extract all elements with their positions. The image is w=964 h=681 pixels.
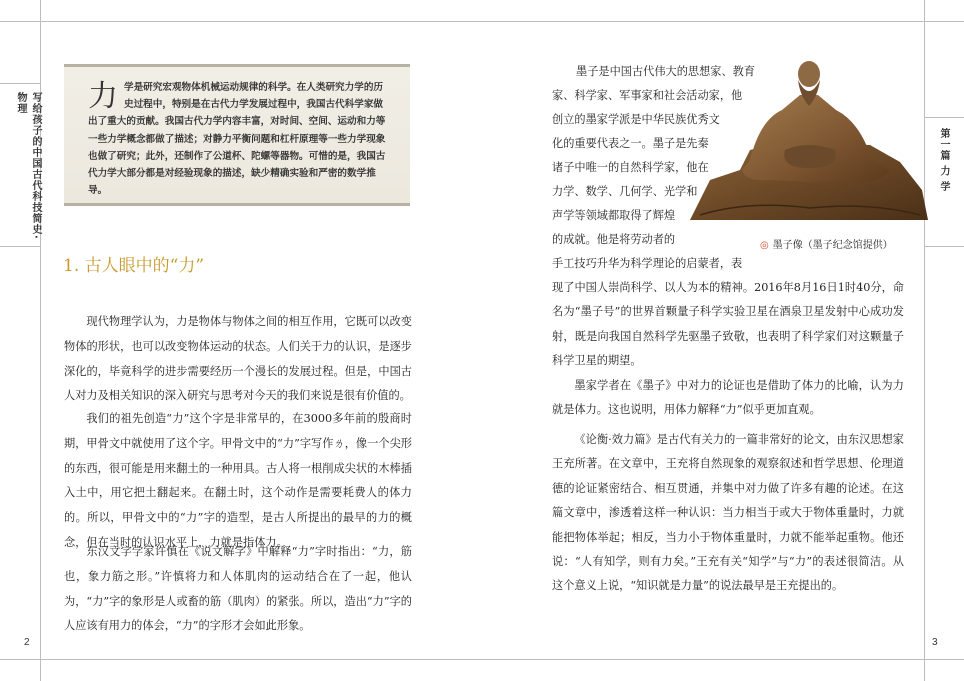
section-title: 1. 古人眼中的“力” [63,256,205,276]
image-caption [760,236,893,251]
intro-text-block [88,79,392,199]
caption-bullet-icon: ◎ [760,240,769,251]
intro-text: 学是研究宏观物体机械运动规律的科学。在人类研究力学的历史过程中，特别是在古代力学发展过程中，我国古代科学家做出了重大的贡献。我国古代力学内容丰富，对时间、空间、运动和力等一些力学概念都做了描述；对静力平衡问题和杠杆原理等一些力学现象也做了研究；此外，还制作了公道杯、陀螺等器物。可惜的是，我国古代力学大部分都是对经验现象的描述，缺少精确实验和严密的数学推导。 [88,82,386,197]
wrapped-line-2: 家、科学家、军事家和社会活动家，他 [552,89,743,102]
oracle-bone-glyph: ㄌ [333,436,345,450]
right-tab-top-rule [924,117,964,118]
right-running-head: 第一篇 力 学 [938,128,949,192]
wrapped-line-8: 的成就。他是将劳动者的 [552,233,676,246]
page-number-right: 3 [932,637,938,648]
paragraph-2-end: ，像一个尖形的东西，很可能是用来翻土的一种用具。古人将一根削成尖状的木棒插入土中，用它把土翻起来。在翻土时，这个动作是需要耗费人的体力的。所以，甲骨文中的“力”字的造型，是古人所提出的最早的力的概念，但在当时的认识水平上，力就是指体力。 [64,436,412,549]
paragraph-1: 现代物理学认为，力是物体与物体之间的相互作用，它既可以改变物体的形状，也可以改变物体运动的状态。人们关于力的认识，是逐步深化的，毕竟科学的进步需要经历一个漫长的发展过程。但是，中国古人对力及相关知识的深入研究与思考对今天的我们来说是很有价值的。 [64,315,412,403]
right-paragraph-2: 墨家学者在《墨子》中对力的论证也是借助了体力的比喻，认为力就是体力。这也说明，用体力解释“力”似乎更加直观。 [552,379,904,417]
intro-dropcap: 力 [88,79,118,114]
left-running-head: 写给孩子的中国古代科技简史·物理 [15,92,41,240]
wrapped-line-1: 墨子是中国古代伟大的思想家、教育 [576,65,756,78]
wrapped-line-7: 声学等领域都取得了辉煌 [552,209,676,222]
page-number-left: 2 [24,637,30,648]
paragraph-3: 东汉文字学家许慎在《说文解字》中解释“力”字时指出：“力，筋也，象力筋之形。”许慎将力和人体肌肉的运动结合在了一起，他认为，“力”字的象形是人或畜的筋（肌肉）的紧张。所以，造出“力”字的人应该有用力的体会，“力”的字形才会如此形象。 [64,545,412,633]
right-tab-bottom-rule [924,246,964,247]
bottom-rule [0,659,964,660]
wrapped-line-6: 力学、数学、几何学、光学和 [552,185,698,198]
wrapped-line-3: 创立的墨家学派是中华民族优秀文 [552,113,720,126]
right-paragraph-1: 现了中国人崇尚科学、以人为本的精神。2016年8月16日1时40分，命名为“墨子号”的世界首颗量子科学实验卫星在酒泉卫星发射中心成功发射，既是向我国自然科学先驱墨子致敬，也表明了科学家们对这颗量子科学卫星的期望。 [552,281,904,368]
paragraph-2 [64,407,412,556]
wrapped-line-4: 化的重要代表之一。墨子是先秦 [552,137,709,150]
top-rule [0,21,964,22]
intro-box [64,64,410,206]
left-tab-bottom-rule [0,246,40,247]
wrapped-line-5: 诸子中唯一的自然科学家，他在 [552,161,709,174]
caption-text: 墨子像（墨子纪念馆提供） [772,240,893,251]
paragraph-2-start: 我们的祖先创造“力”这个字是非常早的，在3000多年前的殷商时期，甲骨文中就使用了这个字。甲骨文中的“力”字写作 [64,412,412,450]
right-paragraph-3: 《论衡·效力篇》是古代有关力的一篇非常好的论文，由东汉思想家王充所著。在文章中，王充将自然现象的观察叙述和哲学思想、伦理道德的论证紧密结合、相互贯通，并集中对力做了许多有趣的论述。在这篇文章中，渗透着这样一种认识：当力相当于或大于物体重量时，力就能把物体举起；相反，当力小于物体重量时，力就不能举起重物。他还说：“人有知学，则有力矣。”王充有关“知学”与“力”的表述很简洁。从这个意义上说，“知识就是力量”的说法最早是王充提出的。 [552,433,904,593]
wrapped-line-9: 手工技巧升华为科学理论的启蒙者，表 [552,257,743,270]
left-tab-top-rule [0,83,40,84]
